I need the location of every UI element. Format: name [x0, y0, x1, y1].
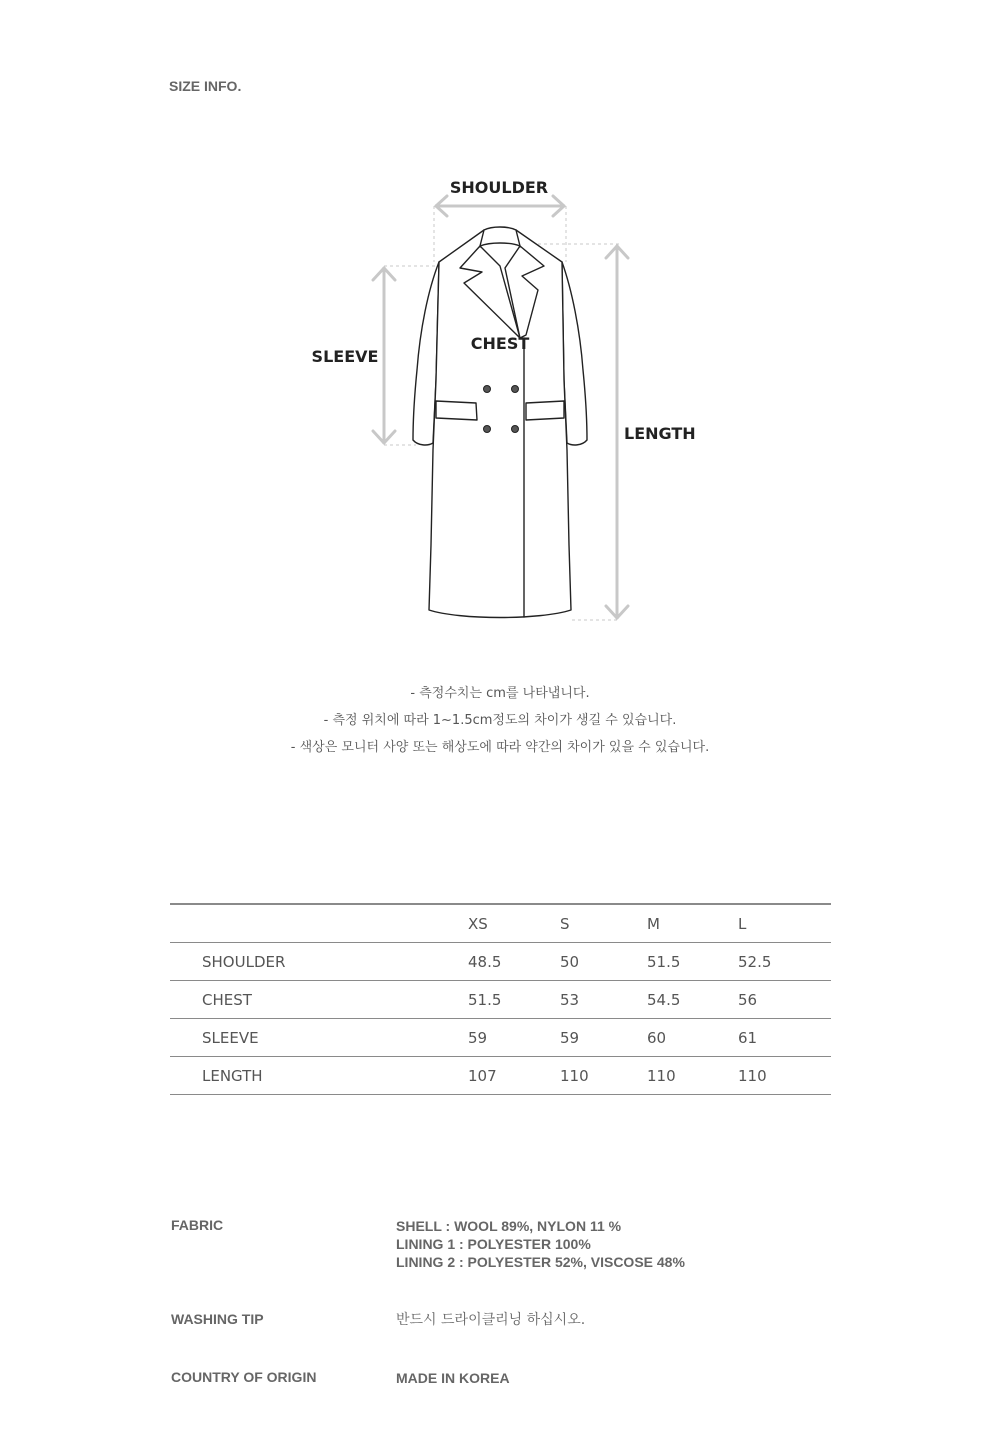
table-cell: 60 [647, 1019, 738, 1057]
row-label: LENGTH [170, 1057, 468, 1095]
table-cell: 52.5 [738, 943, 831, 981]
note-line: - 측정수치는 cm를 나타냅니다. [410, 686, 590, 701]
header-cell-s: S [560, 904, 647, 943]
table-row [170, 1057, 831, 1095]
table-row [170, 1019, 831, 1057]
washing-value: 반드시 드라이클리닝 하십시오. [396, 1312, 586, 1328]
coat-drawing [413, 227, 587, 618]
fabric-line: LINING 2 : POLYESTER 52%, VISCOSE 48% [396, 1254, 685, 1270]
fabric-line: LINING 1 : POLYESTER 100% [396, 1236, 591, 1252]
fabric-label: FABRIC [171, 1217, 224, 1233]
table-row [170, 981, 831, 1019]
table-header-row [170, 904, 831, 943]
table-cell: 51.5 [468, 981, 560, 1019]
table-cell: 110 [647, 1057, 738, 1095]
origin-label: COUNTRY OF ORIGIN [171, 1369, 317, 1385]
left-pocket [436, 401, 477, 420]
sleeve-label: SLEEVE [311, 347, 379, 366]
table-cell: 54.5 [647, 981, 738, 1019]
collar [480, 227, 520, 246]
table-cell: 56 [738, 981, 831, 1019]
fabric-line: SHELL : WOOL 89%, NYLON 11 % [396, 1218, 622, 1234]
table-cell: 110 [738, 1057, 831, 1095]
table-cell: 107 [468, 1057, 560, 1095]
shoulder-label: SHOULDER [449, 178, 549, 197]
table-cell: 48.5 [468, 943, 560, 981]
header-cell-l: L [738, 904, 831, 943]
row-label: SHOULDER [170, 943, 468, 981]
table-cell: 61 [738, 1019, 831, 1057]
note-line: - 색상은 모니터 사양 또는 해상도에 따라 약간의 차이가 있을 수 있습니다. [290, 740, 710, 755]
coat-size-diagram [0, 160, 1000, 640]
length-label: LENGTH [624, 424, 696, 443]
fabric-value [396, 1217, 896, 1271]
section-title: SIZE INFO. [169, 78, 242, 94]
row-label: SLEEVE [170, 1019, 468, 1057]
origin-value: MADE IN KOREA [396, 1370, 510, 1386]
chest-label: CHEST [470, 334, 530, 353]
table-cell: 59 [560, 1019, 647, 1057]
table-row [170, 943, 831, 981]
shoulder-arrow [436, 196, 564, 216]
row-label: CHEST [170, 981, 468, 1019]
table-cell: 53 [560, 981, 647, 1019]
table-cell: 50 [560, 943, 647, 981]
table-cell: 59 [468, 1019, 560, 1057]
right-pocket [526, 401, 564, 420]
header-cell [170, 904, 468, 943]
table-cell: 51.5 [647, 943, 738, 981]
table-cell: 110 [560, 1057, 647, 1095]
measurement-notes [0, 680, 1000, 761]
header-cell-xs: XS [468, 904, 560, 943]
header-cell-m: M [647, 904, 738, 943]
size-table [170, 903, 831, 1095]
note-line: - 측정 위치에 따라 1~1.5cm정도의 차이가 생길 수 있습니다. [323, 713, 677, 728]
washing-label: WASHING TIP [171, 1311, 264, 1327]
